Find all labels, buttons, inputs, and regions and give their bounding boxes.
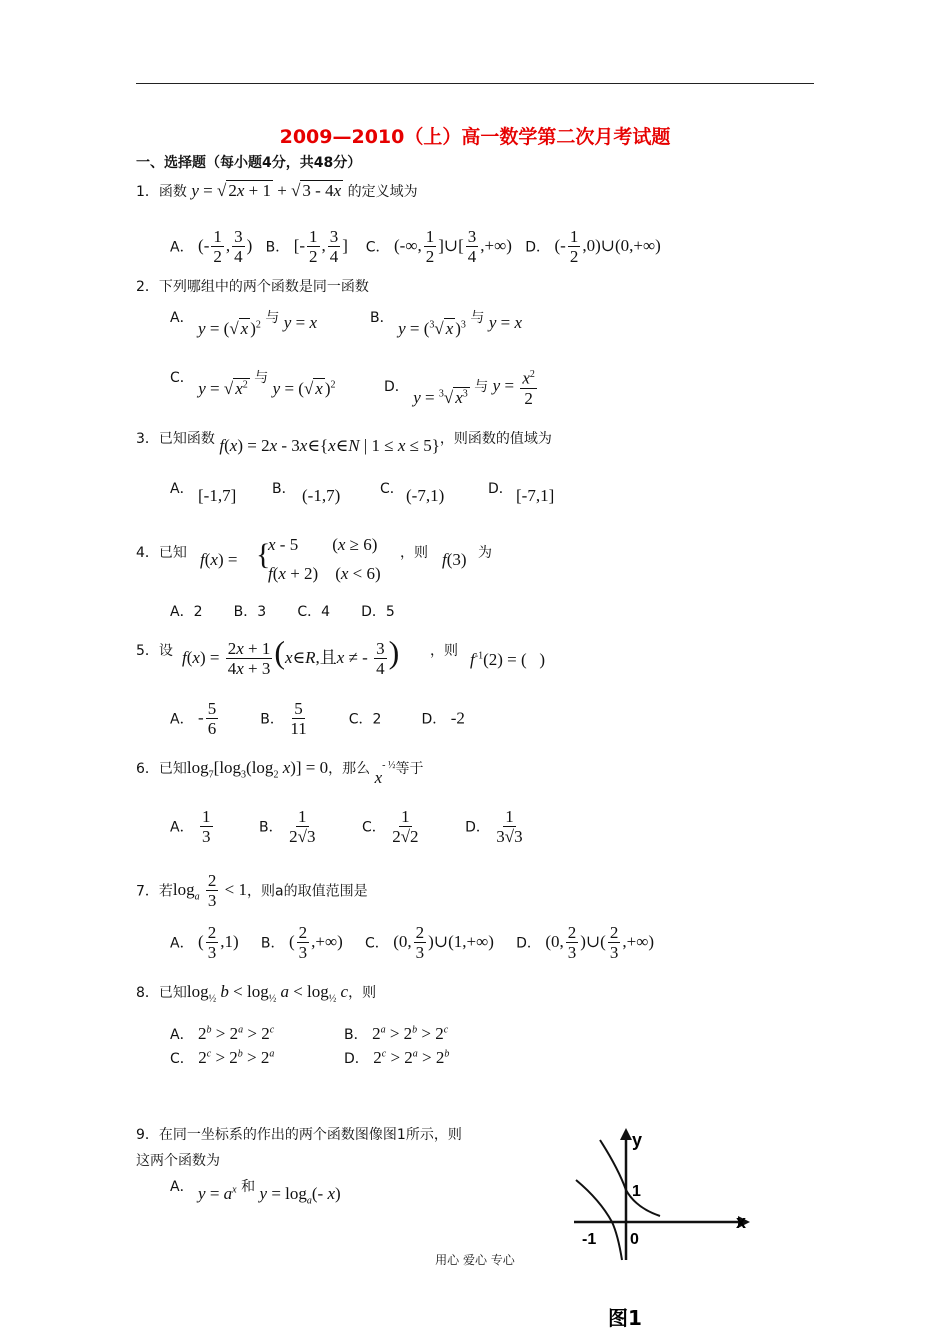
q8-option-a: A． $2^b > 2^a > 2^c$ xyxy=(170,1024,275,1043)
question-8: 8．已知$\log_{\frac{1}{2}} b < \log_{\frac{1}{2}} a < \log_{\frac{1}{2}} c$，则 xyxy=(136,982,377,1005)
option-label: D． xyxy=(384,379,409,396)
question-text: 已知函数 xyxy=(158,431,215,447)
option-label: C． xyxy=(361,819,386,836)
question-text: 已知 xyxy=(158,985,187,1001)
page-footer: 用心 爱心 专心 xyxy=(435,1253,515,1267)
q3-options xyxy=(170,478,194,498)
question-number: 3． xyxy=(136,431,159,447)
label-origin: 0 xyxy=(630,1231,639,1248)
q5-inverse: $f^{-1}(2)$ = ( ) xyxy=(470,650,546,669)
formula: y xyxy=(191,181,199,200)
option-label: D． xyxy=(516,935,541,952)
q8-option-c: C． $2^c > 2^b > 2^a$ xyxy=(170,1048,275,1067)
y-axis-arrow-icon xyxy=(620,1128,632,1140)
option-label: B． xyxy=(265,239,290,256)
q2-option-b: B． y = ($^3$√ x )$^3$ 与 y = x xyxy=(370,310,523,338)
q8-option-b: B． $2^a > 2^b > 2^c$ xyxy=(344,1024,449,1043)
q3-option-a: [-1,7] xyxy=(198,486,237,505)
option-label: C． xyxy=(365,239,390,256)
q7-options: A． ( $\frac{2}{3}$ ,1) B． ( $\frac{2}{3}$ ,+∞) C． (0, $\frac{2}{3}$ )∪(1,+∞) D． (0, $\frac{2}{3}$ )∪( $\frac{2}{3}$ ,+∞) xyxy=(170,923,654,962)
question-7: 7．若$\log_a$ $\frac{2}{3}$ < 1，则a的取值范围是 xyxy=(136,871,368,910)
option-label: B． xyxy=(259,819,283,836)
connector-text: 与 xyxy=(265,310,280,326)
q3-label-d: D． xyxy=(488,481,513,497)
question-number: 4． xyxy=(136,545,159,561)
question-text: 已知 xyxy=(158,545,187,561)
q4-case-1: x - 5 (x ≥ 6) xyxy=(268,535,378,554)
curve-exponential xyxy=(600,1140,660,1216)
option-label: B． xyxy=(260,935,285,952)
question-1: 1．函数 y = √ 2x + 1 + √ 3 - 4x 的定义域为 xyxy=(136,181,418,200)
option-label: A． xyxy=(170,819,194,836)
q4-options xyxy=(170,601,395,621)
question-number: 9． xyxy=(136,1127,159,1143)
question-number: 2． xyxy=(136,279,159,295)
question-text: ，则函数的值域为 xyxy=(439,431,552,447)
label-neg-one: -1 xyxy=(582,1231,597,1248)
q5-options: A． - $\frac{5}{6}$ B． $\frac{5}{11}$ C．2 D． -2 xyxy=(170,699,465,738)
label-one: 1 xyxy=(632,1183,641,1200)
section-heading: 一、选择题（每小题4分，共48分） xyxy=(136,155,362,171)
curve-logarithmic xyxy=(576,1180,622,1260)
question-text: 已知 xyxy=(158,761,187,777)
connector-text: 和 xyxy=(241,1179,256,1195)
question-text: 函数 xyxy=(158,184,187,200)
question-4-number xyxy=(136,542,187,562)
option-label: D． xyxy=(525,239,551,256)
option-label: A． xyxy=(170,935,194,952)
option-label: A． xyxy=(170,481,194,497)
connector-text: 与 xyxy=(474,379,489,396)
q2-option-a: A． y = (√ x )$^2$ 与 y = x xyxy=(170,310,317,338)
page-title: 2009—2010（上）高一数学第二次月考试题 xyxy=(279,126,671,148)
question-text: 在同一坐标系的作出的两个函数图像图1所示，则 xyxy=(158,1127,462,1143)
option-label: D． xyxy=(465,819,490,836)
q4-f3: f(3) xyxy=(442,550,467,569)
option-label: D． xyxy=(421,711,447,728)
option-label: C． xyxy=(365,935,389,952)
option-label: D． xyxy=(344,1051,369,1067)
question-number: 7． xyxy=(136,883,159,900)
q2-option-d: D． y = $^3$√ $x^3$ 与 y = $\frac{x^2}{2}$ xyxy=(384,366,539,409)
option-label: C． xyxy=(170,370,194,386)
option-c: C．2 xyxy=(348,711,382,728)
figure-caption: 图1 xyxy=(608,1306,642,1330)
q2-option-c: C． y = √ $x^2$ 与 y = (√ x )$^2$ xyxy=(170,370,336,398)
header-rule xyxy=(136,83,814,84)
question-2 xyxy=(136,276,369,296)
q4-mid xyxy=(400,542,428,562)
q4-case-2: f(x + 2) (x < 6) xyxy=(268,564,381,583)
question-text: 若 xyxy=(158,883,173,900)
option-label: A． xyxy=(170,1179,194,1195)
q3-option-d: [-7,1] xyxy=(516,486,555,505)
question-number: 1． xyxy=(136,184,159,200)
question-9-line2: 这两个函数为 xyxy=(136,1153,220,1169)
q5-formula: f(x) = $\frac{2x + 1}{4x + 3}$ (x∈R,且x ≠ - $\frac{3}{4}$ ) xyxy=(182,634,400,678)
option-label: C． xyxy=(170,1051,194,1067)
option-label: A． xyxy=(170,239,194,256)
connector-text: 与 xyxy=(254,370,269,386)
q5-mid: ，则 xyxy=(430,643,458,659)
q4-brace: { xyxy=(256,538,271,571)
x-axis-label: x xyxy=(736,1212,747,1232)
question-text: ，则a的取值范围是 xyxy=(247,883,368,900)
question-text: 下列哪组中的两个函数是同一函数 xyxy=(158,279,369,295)
option-label: B． xyxy=(260,711,284,728)
q3-label-c: C． xyxy=(380,481,404,497)
q3-option-b: (-1,7) xyxy=(302,486,341,505)
question-text: 的定义域为 xyxy=(347,184,418,200)
option-d: D．5 xyxy=(361,604,395,620)
option-label: A． xyxy=(170,310,194,326)
q4-post: 为 xyxy=(478,545,492,561)
q3-option-c: (-7,1) xyxy=(406,486,445,505)
figure-1-graph xyxy=(560,1120,760,1340)
option-d-value: -2 xyxy=(450,708,465,728)
option-label: A． xyxy=(170,1027,194,1043)
question-9 xyxy=(136,1124,462,1144)
question-3: 3．已知函数 f(x) = 2x - 3x∈{x∈N | 1 ≤ x ≤ 5}，则函数的值域为 xyxy=(136,431,552,455)
option-label: B． xyxy=(344,1027,368,1043)
q8-option-d: D． $2^c > 2^a > 2^b$ xyxy=(344,1048,450,1067)
y-axis-label: y xyxy=(632,1130,643,1150)
question-text: 等于 xyxy=(395,761,424,777)
option-label: B． xyxy=(370,310,394,326)
question-number: 5． xyxy=(136,643,159,659)
option-label: A． xyxy=(170,711,194,728)
question-text: ，则 xyxy=(400,545,428,561)
q3-label-b: B． xyxy=(272,481,296,497)
question-text: ，那么 xyxy=(328,761,371,777)
q9-option-a: A． $y = a^x$ 和 $y = \log_a(-$ x) xyxy=(170,1179,341,1207)
question-5-number xyxy=(136,640,173,660)
q6-options: A． $\frac{1}{3}$ B． $\frac{1}{2√3}$ C． $\frac{1}{2√2}$ D． $\frac{1}{3√3}$ xyxy=(170,807,523,846)
option-a: A．2 xyxy=(170,604,203,620)
question-number: 8． xyxy=(136,985,159,1001)
option-b: B．3 xyxy=(233,604,267,620)
q1-options: A． (- $\frac{1}{2}$ , $\frac{3}{4}$ ) B． [- $\frac{1}{2}$ , $\frac{3}{4}$ ] C． (-∞, $\frac{1}{2}$ ]∪[ $\frac{3}{4}$ ,+∞) D． (- $\frac{1}{2}$ ,0)∪(0,+∞) xyxy=(170,227,661,266)
question-number: 6． xyxy=(136,761,159,777)
option-c: C．4 xyxy=(297,604,330,620)
question-text: ，则 xyxy=(348,985,377,1001)
q4-formula-lhs: f(x) = xyxy=(200,550,238,569)
question-text: 设 xyxy=(158,643,173,659)
connector-text: 与 xyxy=(470,310,485,326)
question-6: 6．已知$\log_7[\log_3(\log_2$ x)] = 0，那么 $x^{- \frac{1}{2}}$等于 xyxy=(136,758,424,787)
